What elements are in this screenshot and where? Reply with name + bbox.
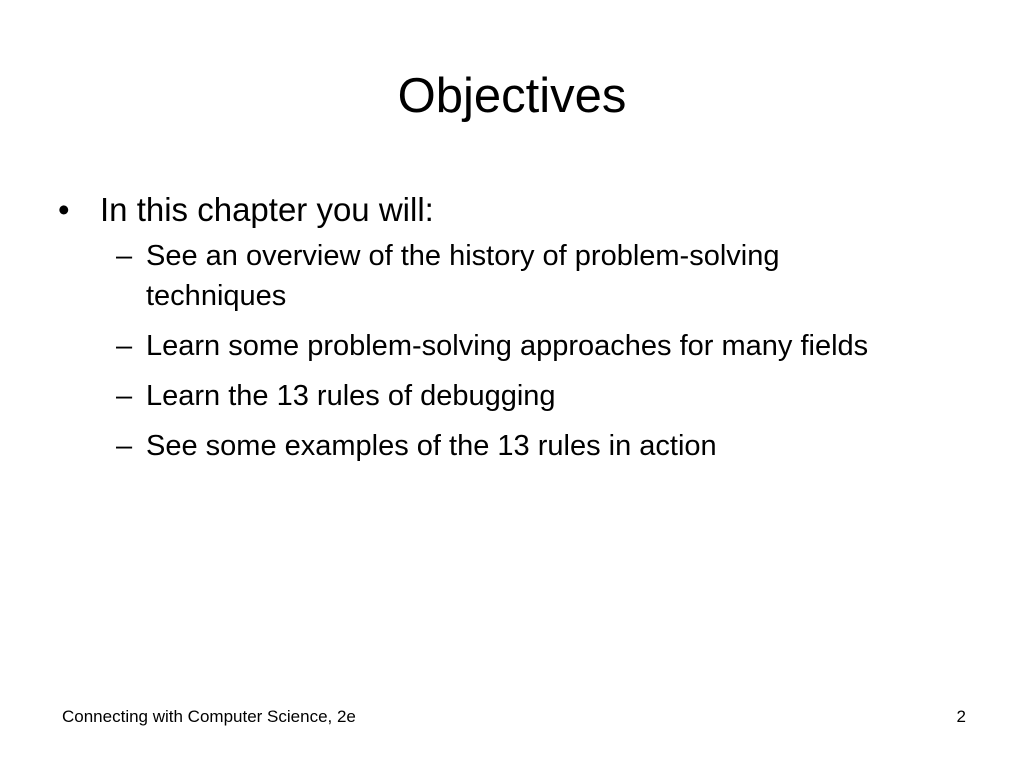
sub-bullet-list <box>87 236 958 466</box>
sub-bullet-text: Learn some problem-solving approaches for many fields <box>146 330 869 362</box>
footer-source: Connecting with Computer Science, 2e <box>62 707 356 726</box>
sub-bullet-text: See some examples of the 13 rules in action <box>146 430 717 462</box>
sub-bullet-marker: – <box>116 240 133 272</box>
bullet-text: In this chapter you will: <box>100 191 434 228</box>
sub-bullet-item <box>87 376 926 416</box>
sub-bullet-marker: – <box>116 430 133 462</box>
slide-title: Objectives <box>397 69 627 123</box>
sub-bullet-item <box>87 426 926 466</box>
slide-content <box>58 186 958 476</box>
sub-bullet-marker: – <box>116 330 133 362</box>
sub-bullet-marker: – <box>116 380 133 412</box>
sub-bullet-item <box>87 236 926 316</box>
sub-bullet-text: See an overview of the history of problem-solving techniques <box>146 240 780 312</box>
sub-bullet-text: Learn the 13 rules of debugging <box>146 380 556 412</box>
bullet-marker: • <box>58 191 70 228</box>
bullet-item <box>58 186 958 234</box>
sub-bullet-item <box>87 326 926 366</box>
page-number: 2 <box>956 707 966 726</box>
